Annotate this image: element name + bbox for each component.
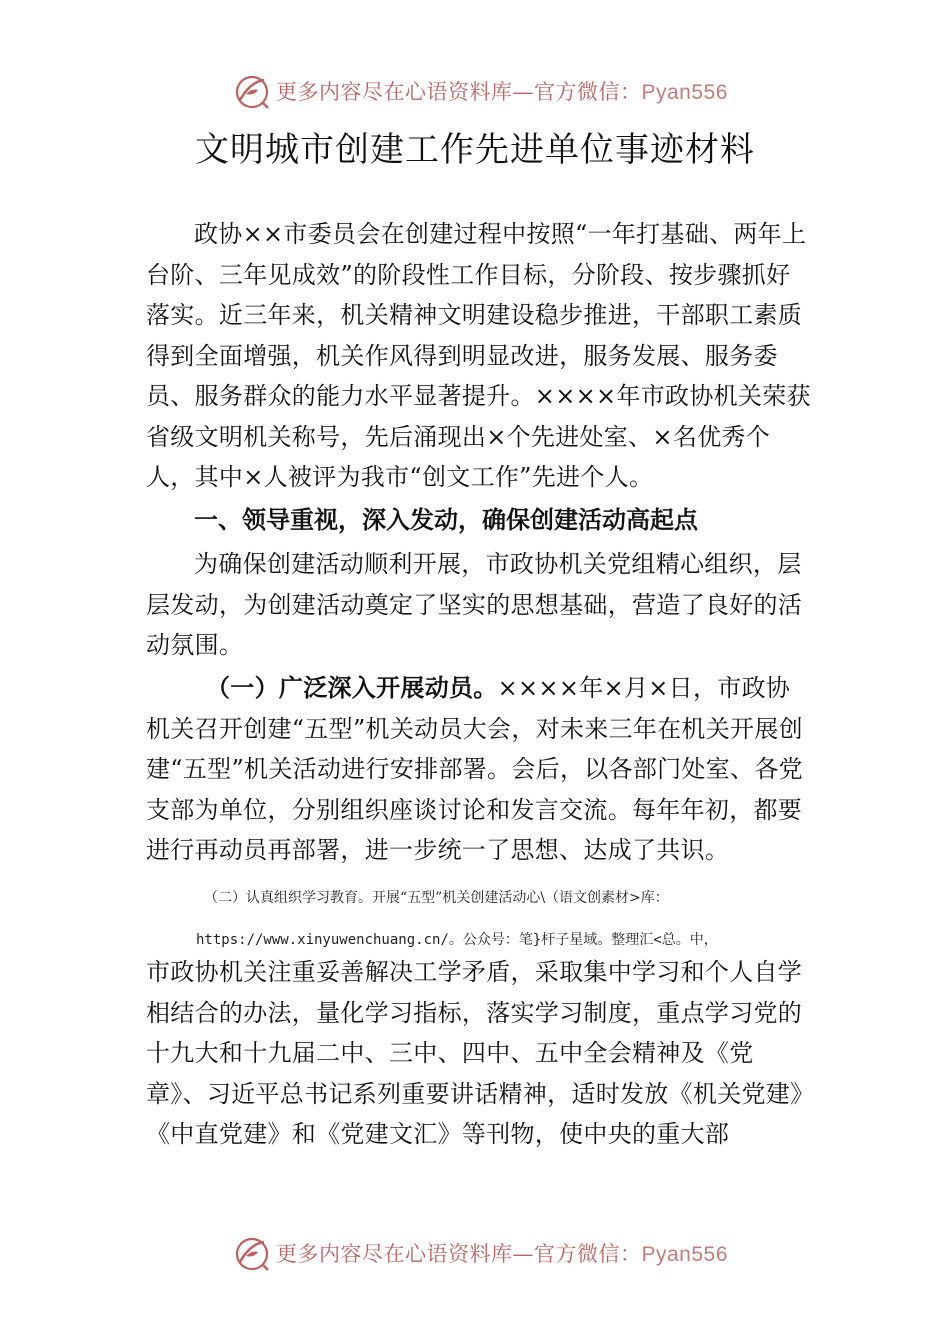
subsection-1-lead: （一）广泛深入开展动员。 <box>206 674 498 702</box>
flower-pen-logo-icon <box>232 72 272 112</box>
section-heading-1: 一、领导重视，深入发动，确保创建活动高起点 <box>194 506 698 534</box>
banner-wechat-id: Pyan556 <box>641 1243 728 1266</box>
flower-pen-logo-icon <box>232 1234 272 1274</box>
subsection-1-text: ××××年×月×日，市政协机关召开创建“五型”机关动员大会，对未来三年在机关开展创建“五型”机关活动进行安排部署。会后，以各部门处室、各党支部为单位，分别组织座谈讨论和发言交流。每年年初，都要进行再动员再部署，进一步统一了思想、达成了共识。 <box>146 674 803 864</box>
banner-text <box>276 78 728 107</box>
subsection-2-paragraph: 市政协机关注重妥善解决工学矛盾，采取集中学习和个人自学相结合的办法，量化学习指标，落实学习制度，重点学习党的十九大和十九届二中、三中、四中、五中全会精神及《党章》、习近平总书记系列重要讲话精神，适时发放《机关党建》《中直党建》和《党建文汇》等刊物，使中央的重大部 <box>146 958 803 1148</box>
banner-slogan: 更多内容尽在心语资料库—官方微信： <box>276 1242 642 1266</box>
banner-slogan: 更多内容尽在心语资料库—官方微信： <box>276 80 642 104</box>
page-title: 文明城市创建工作先进单位事迹材料 <box>195 130 755 170</box>
small-print-line-2: https://www.xinyuwenchuang.cn/。公众号：笔}杆子星域。整理汇<总。中， <box>196 932 718 948</box>
header-watermark-banner <box>0 70 950 114</box>
subsection-1-paragraph <box>146 668 814 871</box>
banner-text <box>276 1240 728 1269</box>
footer-watermark-banner <box>0 1232 950 1276</box>
small-print-line-1: （二）认真组织学习教育。开展“五型”机关创建活动心\（语文创素材>库： <box>204 890 669 906</box>
intro-paragraph: 政协××市委员会在创建过程中按照“一年打基础、两年上台阶、三年见成效”的阶段性工作目标，分阶段、按步骤抓好落实。近三年来，机关精神文明建设稳步推进，干部职工素质得到全面增强，机关作风得到明显改进，服务发展、服务委员、服务群众的能力水平显著提升。××××年市政协机关荣获省级文明机关称号，先后涌现出×个先进处室、×名优秀个人，其中×人被评为我市“创文工作”先进个人。 <box>146 220 811 491</box>
section-1-paragraph: 为确保创建活动顺利开展，市政协机关党组精心组织，层层发动，为创建活动奠定了坚实的思想基础，营造了良好的活动氛围。 <box>146 550 803 659</box>
banner-wechat-id: Pyan556 <box>641 81 728 104</box>
